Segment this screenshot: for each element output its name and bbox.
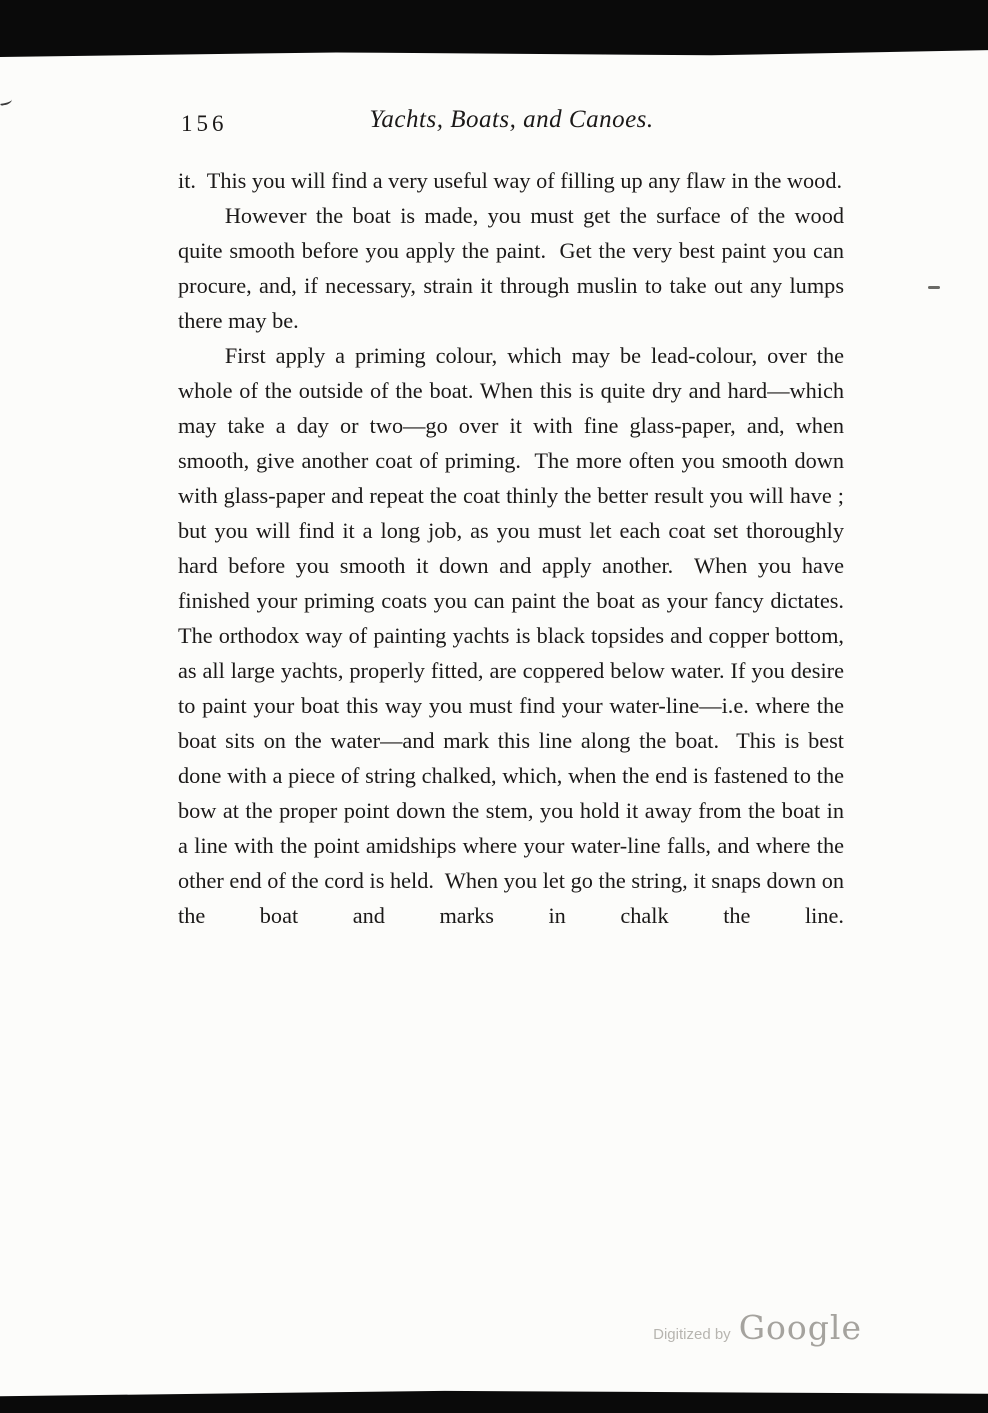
paragraph-continuation: it. This you will find a very useful way of filling up any flaw in the wood. xyxy=(178,168,843,193)
page-number: 156 xyxy=(181,111,228,136)
body-text xyxy=(178,163,856,933)
scan-edge-top xyxy=(0,0,988,57)
paragraph: First apply a priming colour, which may be lead-colour, over the whole of the outside of the boat. When this is quite dry and hard—which may take a day or two—go over it with fine glass-paper, and, when smooth, give another coat of priming. The more often you smooth down with glass-paper and repeat the coat thinly the better result you will have ; but you will find it a long job, as you must let each coat set thoroughly hard before you smooth it down and apply another. When you have finished your priming coats you can paint the boat as your fancy dictates. The orthodox way of painting yachts is black topsides and copper bottom, as all large yachts, properly fitted, are coppered below water. If you desire to paint your boat this way you must find your water-line—i.e. where the boat sits on the water—and mark this line along the boat. This is best done with a piece of string chalked, which, when the end is fastened to the bow at the proper point down the stem, you hold it away from the boat in a line with the point amidships where your water-line falls, and where the other end of the cord is held. When you let go the string, it snaps down on the boat and marks in chalk the line. xyxy=(178,343,856,928)
paragraph: However the boat is made, you must get the surface of the wood quite smooth before you apply the paint. Get the very best paint you can procure, and, if necessary, strain it through muslin to take out any lumps there may be. xyxy=(178,203,850,333)
watermark xyxy=(653,1308,862,1347)
digitized-by-label: Digitized by xyxy=(653,1326,731,1343)
scan-edge-bottom xyxy=(0,1389,988,1413)
running-title: Yachts, Boats, and Canoes. xyxy=(369,106,654,133)
scan-artifact-right xyxy=(928,286,940,289)
page-header xyxy=(178,104,845,146)
scan-artifact-left xyxy=(0,97,12,106)
google-logo: Google xyxy=(738,1308,862,1347)
